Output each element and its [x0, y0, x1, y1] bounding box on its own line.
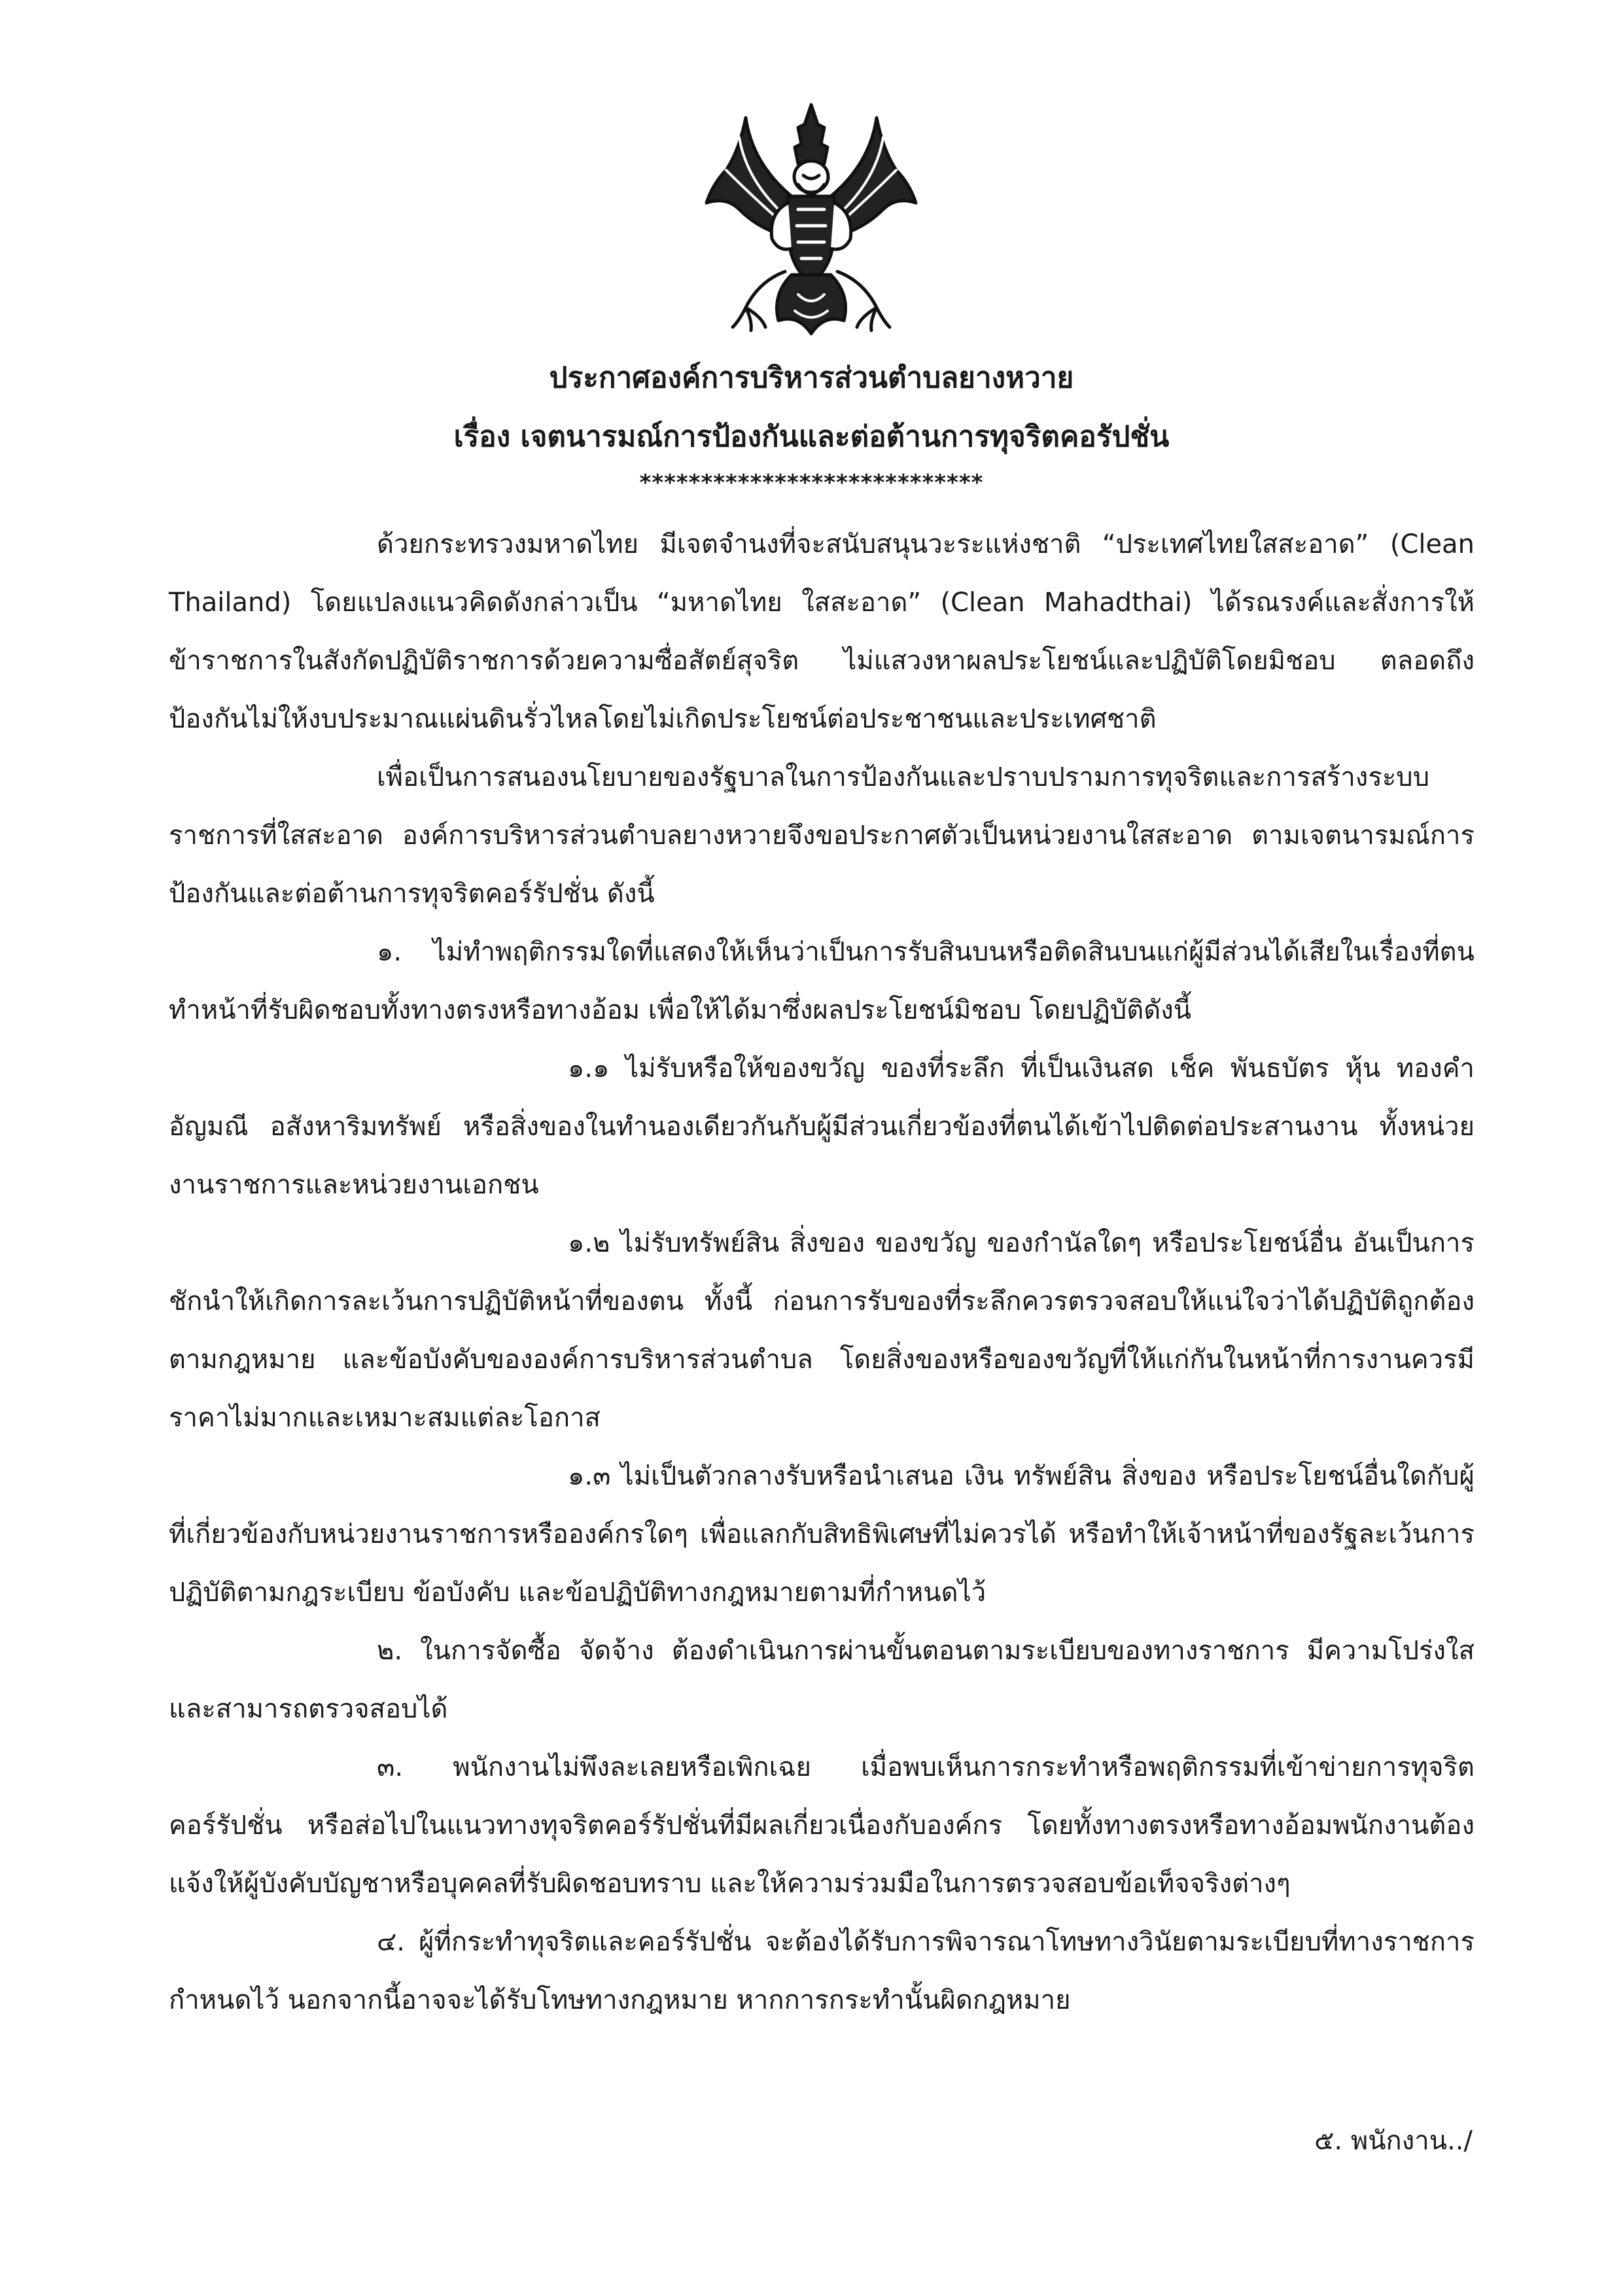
paragraph-item-1-1: ๑.๑ ไม่รับหรือให้ของขวัญ ของที่ระลึก ที่เป็นเงินสด เช็ค พันธบัตร หุ้น ทองคำ อัญมณี อสังหาริมทรัพย์ หรือสิ่งของในทำนองเดียวกันกับผู้มีส่วนเกี่ยวข้องที่ตนได้เข้าไปติดต่อประสานงาน ทั้งหน่วยงานราชการและหน่วยงานเอกชน — [169, 1053, 1475, 1200]
announcement-title: ประกาศองค์การบริหารส่วนตำบลยางหวาย — [549, 361, 1074, 395]
announcement-subject: เรื่อง เจตนารมณ์การป้องกันและต่อต้านการทุจริตคอรัปชั่น — [453, 420, 1170, 453]
title-separator: **************************** — [639, 470, 984, 496]
paragraph-item-1-2: ๑.๒ ไม่รับทรัพย์สิน สิ่งของ ของขวัญ ของกำนัลใดๆ หรือประโยชน์อื่น อันเป็นการชักนำให้เกิดการละเว้นการปฏิบัติหน้าที่ของตน ทั้งนี้ ก่อนการรับของที่ระลึกควรตรวจสอบให้แน่ใจว่าได้ปฏิบัติถูกต้องตามกฎหมาย และข้อบังคับขององค์การบริหารส่วนตำบล โดยสิ่งของหรือของขวัญที่ให้แก่กันในหน้าที่การงานควรมีราคาไม่มากและเหมาะสมแต่ละโอกาส — [169, 1228, 1475, 1433]
document-body — [169, 516, 1475, 2030]
paragraph-item-2: ๒. ในการจัดซื้อ จัดจ้าง ต้องดำเนินการผ่านขั้นตอนตามระเบียบของทางราชการ มีความโปร่งใสและสามารถตรวจสอบได้ — [169, 1636, 1475, 1724]
paragraph-purpose: เพื่อเป็นการสนองนโยบายของรัฐบาลในการป้องกันและปราบปรามการทุจริตและการสร้างระบบราชการที่ใสสะอาด องค์การบริหารส่วนตำบลยางหวายจึงขอประกาศตัวเป็นหน่วยงานใสสะอาด ตามเจตนารมณ์การป้องกันและต่อต้านการทุจริตคอร์รัปชั่น ดังนี้ — [169, 762, 1475, 909]
paragraph-item-1: ๑. ไม่ทำพฤติกรรมใดที่แสดงให้เห็นว่าเป็นการรับสินบนหรือติดสินบนแก่ผู้มีส่วนได้เสียในเรื่องที่ตนทำหน้าที่รับผิดชอบทั้งทางตรงหรือทางอ้อม เพื่อให้ได้มาซึ่งผลประโยชน์มิชอบ โดยปฏิบัติดังนี้ — [169, 937, 1475, 1025]
garuda-emblem-icon — [700, 98, 922, 347]
paragraph-item-3: ๓. พนักงานไม่พึงละเลยหรือเพิกเฉย เมื่อพบเห็นการกระทำหรือพฤติกรรมที่เข้าข่ายการทุจริตคอร์รัปชั่น หรือส่อไปในแนวทางทุจริตคอร์รัปชั่นที่มีผลเกี่ยวเนื่องกับองค์กร โดยทั้งทางตรงหรือทางอ้อมพนักงานต้องแจ้งให้ผู้บังคับบัญชาหรือบุคคลที่รับผิดชอบทราบ และให้ความร่วมมือในการตรวจสอบข้อเท็จจริงต่างๆ — [169, 1752, 1475, 1899]
paragraph-item-4: ๔. ผู้ที่กระทำทุจริตและคอร์รัปชั่น จะต้องได้รับการพิจารณาโทษทางวินัยตามระเบียบที่ทางราชการกำหนดไว้ นอกจากนี้อาจจะได้รับโทษทางกฎหมาย หากการกระทำนั้นผิดกฎหมาย — [169, 1927, 1475, 2015]
continued-page-reference: ๕. พนักงาน../ — [1314, 2126, 1473, 2156]
paragraph-intro: ด้วยกระทรวงมหาดไทย มีเจตจำนงที่จะสนับสนุนวะระแห่งชาติ “ประเทศไทยใสสะอาด” (Clean Thailand) โดยแปลงแนวคิดดังกล่าวเป็น “มหาดไทย ใสสะอาด” (Clean Mahadthai) ได้รณรงค์และสั่งการให้ข้าราชการในสังกัดปฏิบัติราชการด้วยความซื่อสัตย์สุจริต ไม่แสวงหาผลประโยชน์และปฏิบัติโดยมิชอบ ตลอดถึงป้องกันไม่ให้งบประมาณแผ่นดินรั่วไหลโดยไม่เกิดประโยชน์ต่อประชาชนและประเทศชาติ — [169, 529, 1475, 734]
paragraph-item-1-3: ๑.๓ ไม่เป็นตัวกลางรับหรือนำเสนอ เงิน ทรัพย์สิน สิ่งของ หรือประโยชน์อื่นใดกับผู้ที่เกี่ยวข้องกับหน่วยงานราชการหรือองค์กรใดๆ เพื่อแลกกับสิทธิพิเศษที่ไม่ควรได้ หรือทำให้เจ้าหน้าที่ของรัฐละเว้นการปฏิบัติตามกฎระเบียบ ข้อบังคับ และข้อปฏิบัติทางกฎหมายตามที่กำหนดไว้ — [169, 1461, 1475, 1608]
